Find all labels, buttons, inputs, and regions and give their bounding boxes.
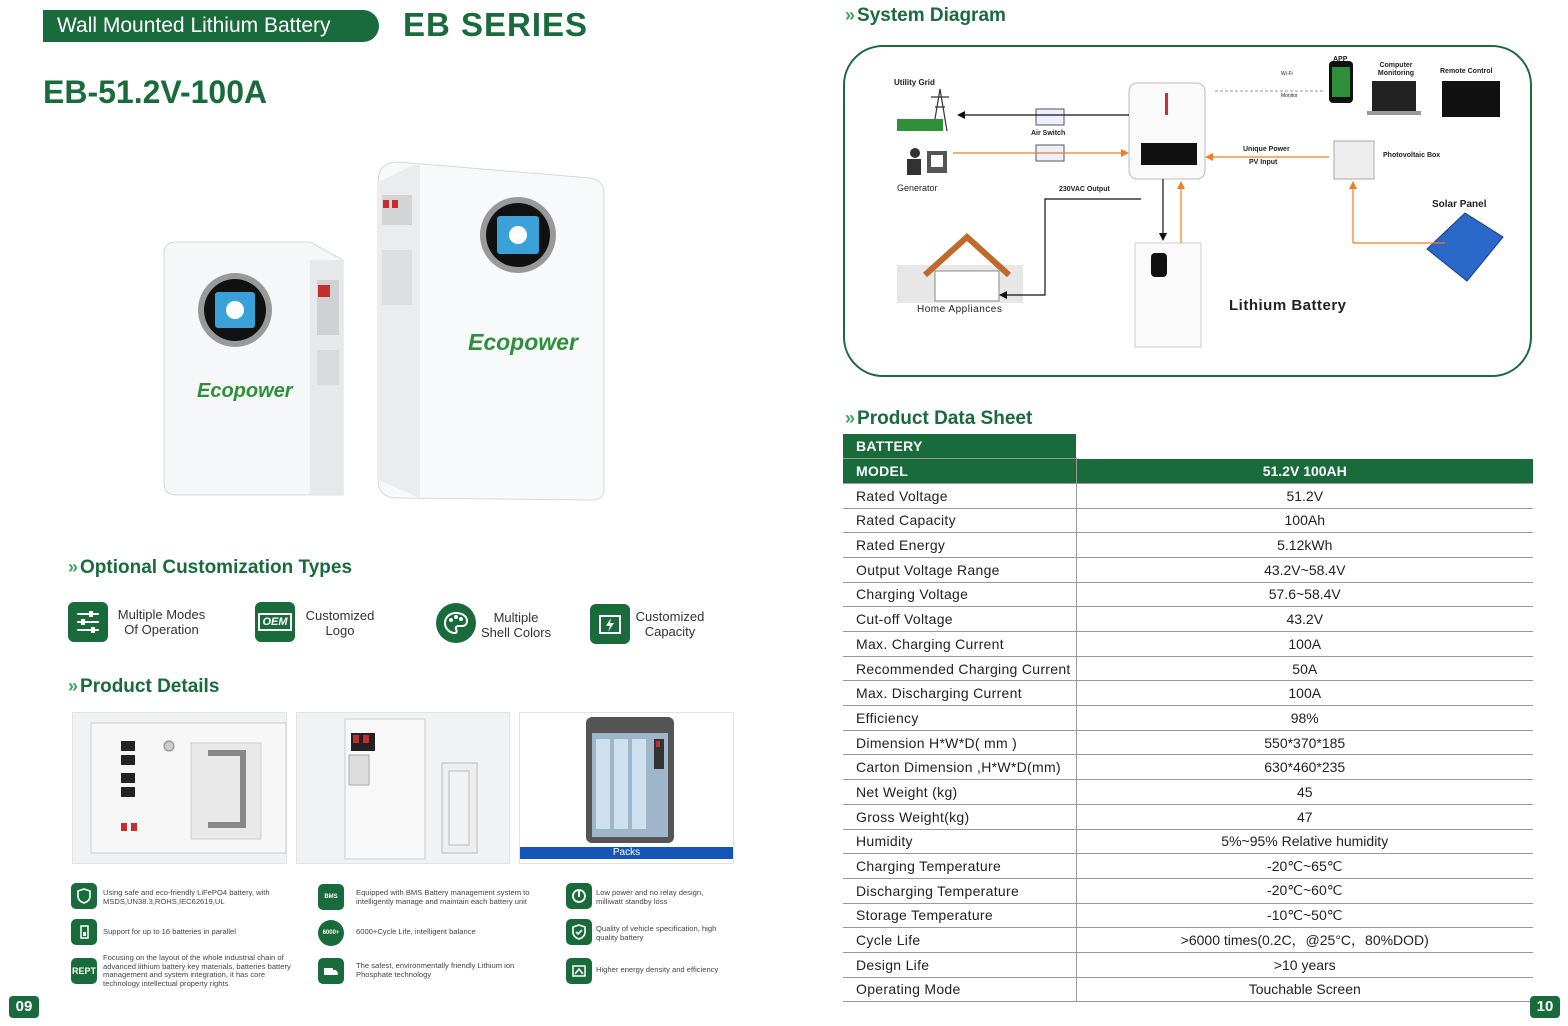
feature-text: The safest, environmentally friendly Lithium ion Phosphate technology [356, 961, 515, 979]
spec-value: 5.12kWh [1076, 533, 1533, 558]
customization-label: Multiple Modes Of Operation [117, 607, 206, 637]
remote-label: Remote Control [1440, 68, 1493, 75]
computer-label: Computer Monitoring [1377, 62, 1415, 77]
battery-label: Lithium Battery [1229, 297, 1347, 314]
spec-value: 45 [1076, 780, 1533, 805]
spec-key: Efficiency [843, 706, 1076, 731]
spec-key: Rated Capacity [843, 508, 1076, 533]
spec-value: -20℃~60℃ [1076, 878, 1533, 903]
series-title: EB SERIES [403, 6, 589, 43]
table-row [843, 557, 1533, 582]
truck-icon [318, 958, 344, 984]
chevron-icon: » [68, 557, 75, 577]
spec-value: 43.2V~58.4V [1076, 557, 1533, 582]
cycle-icon: 6000+ [318, 920, 344, 946]
table-row [843, 730, 1533, 755]
table-row [843, 878, 1533, 903]
spec-key: Net Weight (kg) [843, 780, 1076, 805]
spec-value: 550*370*185 [1076, 730, 1533, 755]
details-title: » Product Details [68, 676, 220, 697]
unique-power-label: Unique Power [1243, 146, 1290, 153]
spec-value: -20℃~65℃ [1076, 854, 1533, 879]
spec-key: Design Life [843, 952, 1076, 977]
customization-label: Customized Logo [305, 608, 375, 638]
spec-value: 43.2V [1076, 607, 1533, 632]
brand-logo-small: Ecopower [197, 380, 293, 402]
battery-icon [71, 919, 97, 945]
model-title: EB-51.2V-100A [43, 74, 268, 110]
monitor-label: Monitor [1281, 93, 1298, 99]
rept-icon: REPT [71, 958, 97, 984]
table-header-row [843, 459, 1533, 484]
feature-text: Focusing on the layout of the whole industrial chain of advanced lithium battery key materials, batteries battery management and system integration, it has core technology intellectual property rights [103, 953, 291, 988]
generator-icon [907, 148, 947, 175]
table-row [843, 508, 1533, 533]
system-diagram [843, 45, 1532, 377]
table-row [843, 632, 1533, 657]
table-row [843, 483, 1533, 508]
feature-text: Higher energy density and efficiency [596, 965, 719, 974]
generator-label: Generator [897, 183, 938, 193]
spec-value: 51.2V [1076, 483, 1533, 508]
page-number-left: 09 [9, 996, 39, 1018]
detail-image-bracket [296, 712, 510, 864]
app-label: APP [1333, 56, 1348, 63]
quality-icon [566, 919, 592, 945]
table-row [843, 533, 1533, 558]
spec-value: 630*460*235 [1076, 755, 1533, 780]
table-row [843, 706, 1533, 731]
chevron-icon: » [845, 5, 852, 25]
spec-key: Rated Voltage [843, 483, 1076, 508]
spec-value: 100A [1076, 632, 1533, 657]
shield-icon [71, 883, 97, 909]
spec-key: Storage Temperature [843, 903, 1076, 928]
utility-grid-icon [897, 89, 949, 131]
spec-value: -10℃~50℃ [1076, 903, 1533, 928]
spec-value: 57.6~58.4V [1076, 582, 1533, 607]
table-row [843, 755, 1533, 780]
customization-title: » Optional Customization Types [68, 557, 353, 578]
table-row [843, 607, 1533, 632]
feature-text: Low power and no relay design, milliwatt standby loss [596, 888, 704, 906]
spec-key: Charging Temperature [843, 854, 1076, 879]
table-row [843, 829, 1533, 854]
inverter-icon [1129, 83, 1205, 179]
feature-text: Using safe and eco-friendly LiFePO4 battery, with MSDS,UN38.3,ROHS,IEC62619,UL [103, 888, 270, 906]
model-key: MODEL [843, 459, 1076, 484]
brand-logo-large: Ecopower [468, 329, 578, 355]
chevron-icon: » [68, 676, 75, 696]
data-sheet-table [843, 434, 1533, 1002]
spec-key: Recommended Charging Current [843, 656, 1076, 681]
lithium-battery-icon [1135, 243, 1201, 347]
pv-input-label: PV Input [1249, 159, 1278, 166]
spec-key: Cut-off Voltage [843, 607, 1076, 632]
detail-image-packs [519, 712, 734, 864]
spec-value: 100Ah [1076, 508, 1533, 533]
model-value: 51.2V 100AH [1076, 459, 1533, 484]
table-row [843, 656, 1533, 681]
diagram-title: » System Diagram [845, 5, 1006, 26]
table-row [843, 928, 1533, 953]
spec-value: 100A [1076, 681, 1533, 706]
utility-grid-label: Utility Grid [894, 78, 935, 87]
solar-label: Solar Panel [1432, 199, 1487, 210]
table-row [843, 804, 1533, 829]
solar-panel-icon [1427, 213, 1503, 281]
table-row [843, 780, 1533, 805]
table-section-row [843, 434, 1533, 459]
wifi-label: Wi-Fi [1281, 71, 1293, 77]
table-row [843, 977, 1533, 1002]
table-row [843, 582, 1533, 607]
spec-key: Discharging Temperature [843, 878, 1076, 903]
spec-value: 98% [1076, 706, 1533, 731]
spec-key: Carton Dimension ,H*W*D(mm) [843, 755, 1076, 780]
spec-key: Operating Mode [843, 977, 1076, 1002]
spec-key: Dimension H*W*D( mm ) [843, 730, 1076, 755]
feature-text: 6000+Cycle Life, intelligent balance [356, 927, 476, 936]
capacity-icon [590, 604, 630, 644]
spec-key: Cycle Life [843, 928, 1076, 953]
datasheet-title: » Product Data Sheet [845, 408, 1033, 429]
table-row [843, 903, 1533, 928]
spec-key: Gross Weight(kg) [843, 804, 1076, 829]
output-label: 230VAC Output [1059, 186, 1110, 193]
bms-icon: BMS [318, 884, 344, 910]
spec-key: Charging Voltage [843, 582, 1076, 607]
spec-value: 50A [1076, 656, 1533, 681]
power-icon [566, 883, 592, 909]
spec-value: >10 years [1076, 952, 1533, 977]
palette-icon [436, 603, 476, 643]
oem-icon: OEM [255, 602, 295, 642]
table-row [843, 681, 1533, 706]
sliders-icon [68, 602, 108, 642]
feature-text: Quality of vehicle specification, high quality battery [596, 924, 717, 942]
energy-icon [566, 958, 592, 984]
spec-key: Humidity [843, 829, 1076, 854]
air-switch-label: Air Switch [1031, 130, 1066, 137]
pv-box-label: Photovoltaic Box [1383, 152, 1441, 159]
spec-value: >6000 times(0.2C，@25°C，80%DOD) [1076, 928, 1533, 953]
spec-value: 47 [1076, 804, 1533, 829]
customization-label: Multiple Shell Colors [480, 610, 552, 640]
section-label: BATTERY [843, 434, 1076, 459]
table-row [843, 854, 1533, 879]
spec-key: Max. Discharging Current [843, 681, 1076, 706]
home-label: Home Appliances [917, 304, 1003, 315]
spec-key: Rated Energy [843, 533, 1076, 558]
customization-label: Customized Capacity [635, 609, 705, 639]
page-number-right: 10 [1530, 996, 1560, 1018]
detail-image-ports [72, 712, 287, 864]
chevron-icon: » [845, 408, 852, 428]
feature-text: Equipped with BMS Battery management system to intelligently manage and maintain each battery unit [356, 888, 530, 906]
spec-key: Output Voltage Range [843, 557, 1076, 582]
feature-text: Support for up to 16 batteries in parallel [103, 927, 236, 936]
packs-caption: Packs [520, 847, 733, 859]
table-row [843, 952, 1533, 977]
spec-key: Max. Charging Current [843, 632, 1076, 657]
spec-value: 5%~95% Relative humidity [1076, 829, 1533, 854]
category-label: Wall Mounted Lithium Battery [43, 10, 379, 42]
spec-value: Touchable Screen [1076, 977, 1533, 1002]
